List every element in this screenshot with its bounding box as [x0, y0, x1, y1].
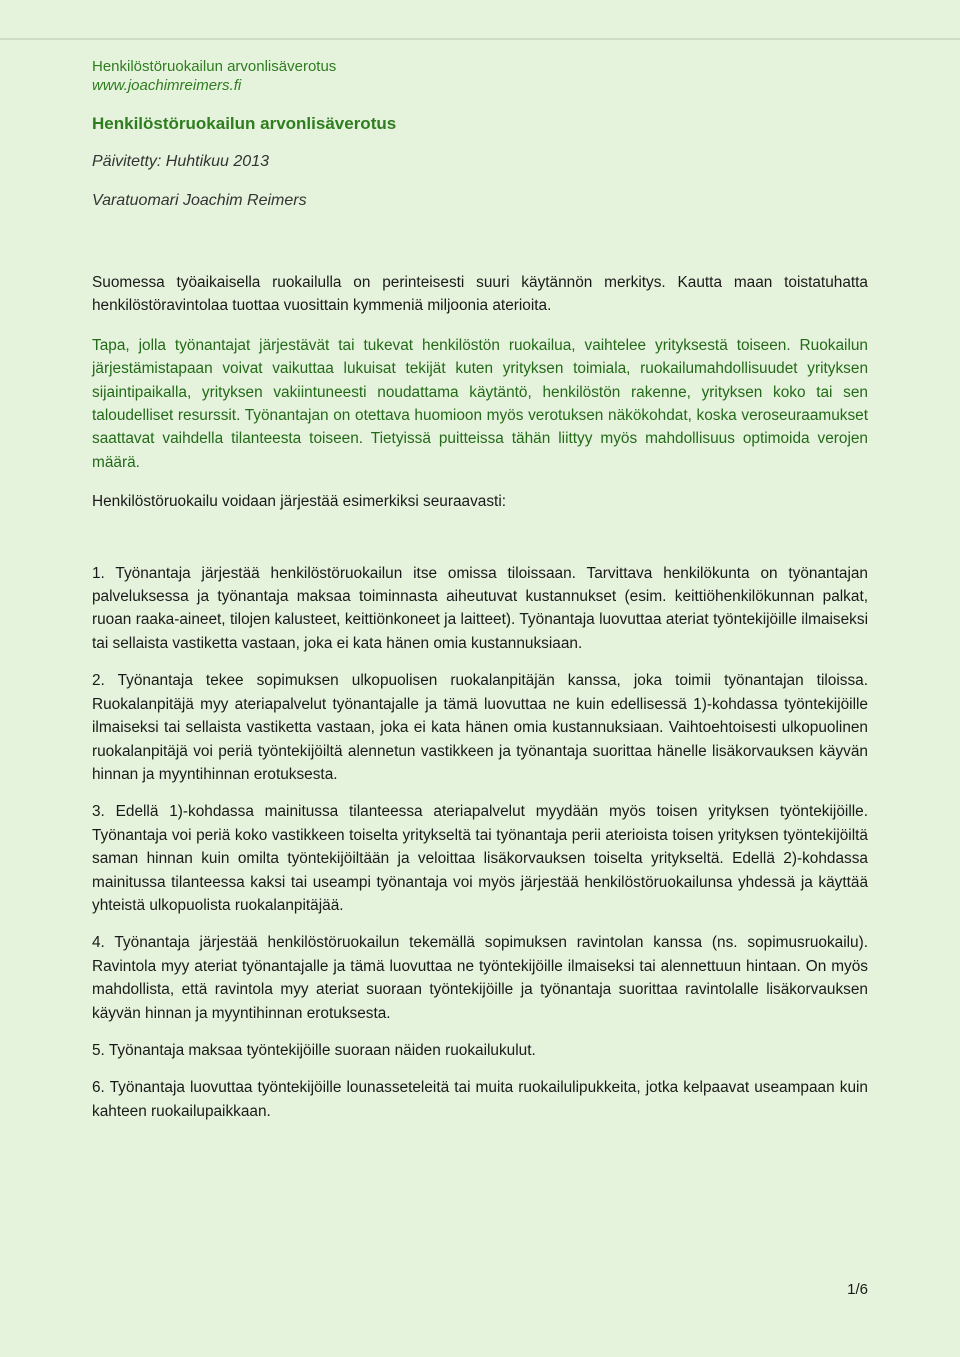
list-item-6: 6. Työnantaja luovuttaa työntekijöille lounasseteleitä tai muita ruokailulipukkeita, jotka kelpaavat useampaan kuin kahteen ruokailupaikkaan. — [92, 1079, 868, 1120]
updated-date: Päivitetty: Huhtikuu 2013 — [92, 153, 269, 170]
header-rule — [0, 38, 960, 40]
paragraph-arrangements: Tapa, jolla työnantajat järjestävät tai tukevat henkilöstön ruokailua, vaihtelee yrityksestä toiseen. Ruokailun järjestämistapaan voivat vaikuttaa lukuisat tekijät kuten yrityksen toimiala, ruokailumahdollisuudet yrityksen sijaintipaikalla, yrityksen vakiintuneesti noudattama käytäntö, henkilöstön rakenne, yrityksen koko tai sen taloudelliset resurssit. Työnantajan on otettava huomioon myös verotuksen näkökohdat, koska veroseuraamukset saattavat vaihdella tilanteesta toiseen. Tietyissä puitteissa tähän liittyy myös mahdollisuus optimoida verojen määrä. — [92, 336, 868, 471]
list-item-4: 4. Työnantaja järjestää henkilöstöruokailun tekemällä sopimuksen ravintolan kanssa (ns. sopimusruokailu). Ravintola myy ateriat työnantajalle ja tämä luovuttaa ne työntekijöille ilmaiseksi tai alennettuun hintaan. On myös mahdollista, että ravintola myy ateriat suoraan työntekijöille ja työnantaja suorittaa ravintolalle lisäkorvauksen käyvän hinnan ja myyntihinnan erotuksesta. — [92, 934, 868, 1022]
paragraph-intro: Suomessa työaikaisella ruokailulla on perinteisesti suuri käytännön merkitys. Kautta maan toistatuhatta henkilöstöravintolaa tuottaa vuosittain kymmeniä miljoonia aterioita. — [92, 274, 868, 315]
document-title: Henkilöstöruokailun arvonlisäverotus — [92, 114, 397, 133]
header-website-link[interactable]: www.joachimreimers.fi — [92, 77, 242, 94]
paragraph-list-intro: Henkilöstöruokailu voidaan järjestää esimerkiksi seuraavasti: — [92, 493, 507, 511]
list-item-2: 2. Työnantaja tekee sopimuksen ulkopuolisen ruokalanpitäjän kanssa, joka toimii työnantajan tiloissa. Ruokalanpitäjä myy ateriapalvelut työnantajalle ja tämä luovuttaa ne kuin edellisessä 1)-kohdassa työntekijöille ilmaiseksi tai sellaista vastiketta vastaan, joka ei kata hänen omia kustannuksiaan. Vaihtoehtoisesti ulkopuolinen ruokalanpitäjä voi periä työntekijöiltä alennetun vastikkeen ja työnantaja suorittaa hänelle lisäkorvauksen käyvän hinnan ja myyntihinnan erotuksesta. — [92, 672, 868, 783]
list-item-1: 1. Työnantaja järjestää henkilöstöruokailun itse omissa tiloissaan. Tarvittava henkilökunta on työnantajan palveluksessa ja työnantaja maksaa toiminnasta aiheutuvat kustannukset (esim. keittiöhenkilökunnan palkat, ruoan raaka-aineet, tilojen kalusteet, keittiönkoneet ja laitteet). Työnantaja luovuttaa ateriat työntekijöille ilmaiseksi tai sellaista vastiketta vastaan, joka ei kata hänen omia kustannuksiaan. — [92, 564, 868, 652]
header-title: Henkilöstöruokailun arvonlisäverotus — [92, 58, 337, 75]
running-header — [92, 57, 336, 95]
list-item-3: 3. Edellä 1)-kohdassa mainitussa tilanteessa ateriapalvelut myydään myös toisen yrityksen työntekijöille. Työnantaja voi periä koko vastikkeen toiselta yritykseltä tai työnantaja perii aterioista toisen yrityksen työntekijöiltä saman hinnan kuin omilta työntekijöiltään ja veloittaa lisäkorvauksen toiselta yritykseltä. Edellä 2)-kohdassa mainitussa tilanteessa kaksi tai useampi työnantaja voi myös järjestää henkilöstöruokailunsa yhdessä ja käyttää yhteistä ulkopuolista ruokalanpitäjää. — [92, 803, 868, 914]
list-item-5: 5. Työnantaja maksaa työntekijöille suoraan näiden ruokailukulut. — [92, 1041, 536, 1059]
page-number: 1/6 — [847, 1281, 868, 1298]
body-text — [92, 271, 868, 1123]
author-name: Varatuomari Joachim Reimers — [92, 192, 307, 209]
